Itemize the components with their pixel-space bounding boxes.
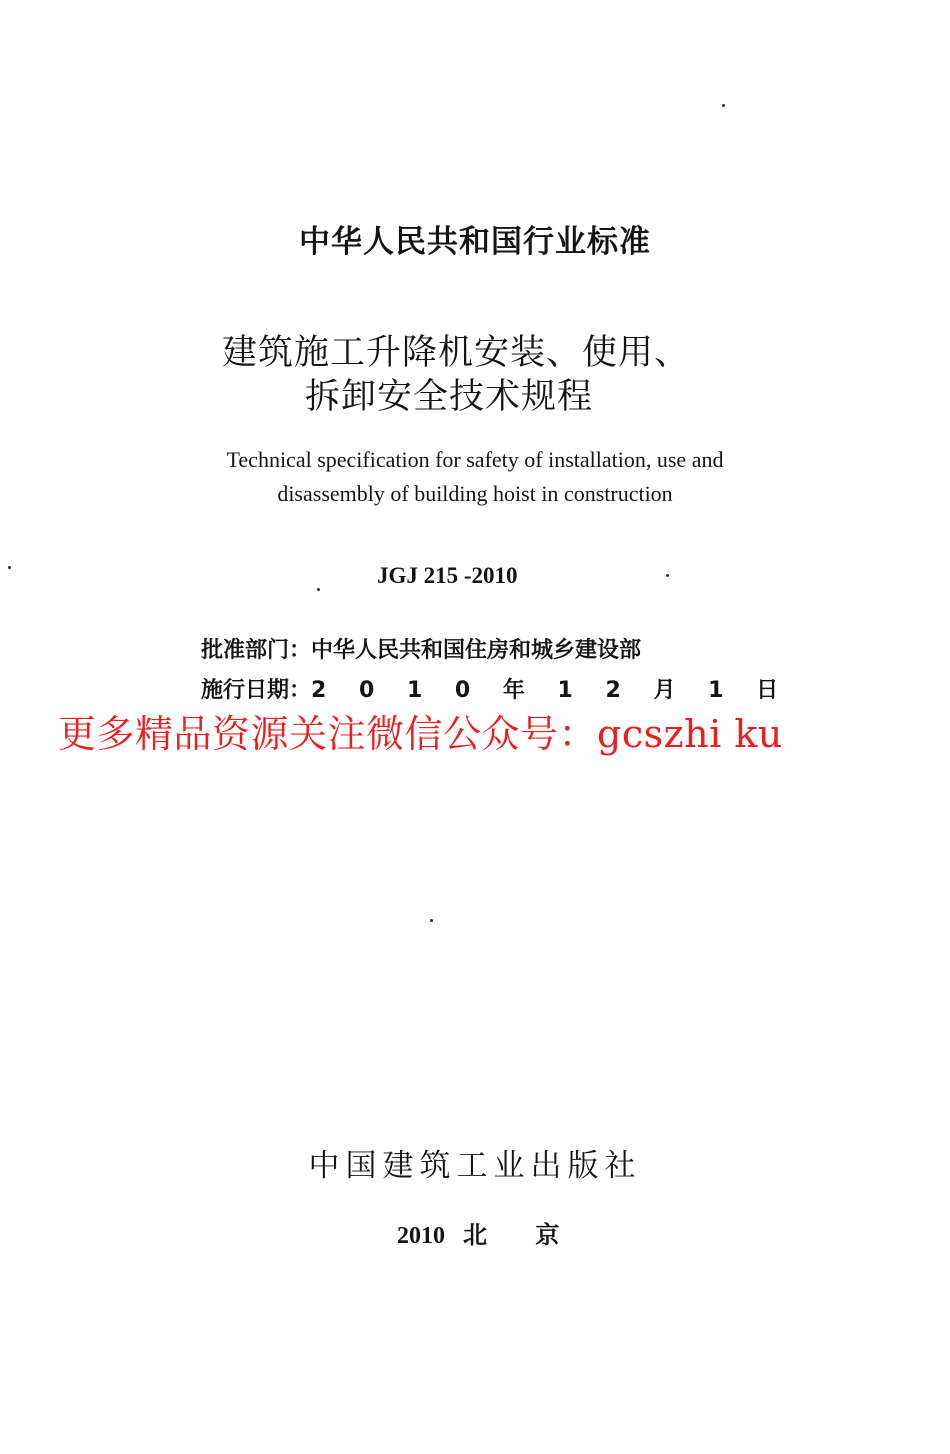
publication-year: 2010 [397,1223,445,1249]
approval-label: 批准部门： [201,638,312,663]
title-cn-line1: 建筑施工升降机安装、使用、 [222,333,691,373]
watermark-text: 更多精品资源关注微信公众号：gcszhi ku [58,712,783,756]
title-en-line2: disassembly of building hoist in construction [277,481,673,506]
publisher: 中国建筑工业出版社 [308,1148,642,1184]
scan-speck [666,574,669,577]
scan-speck [722,104,725,107]
scan-speck [430,919,433,922]
title-cn-line2: 拆卸安全技术规程 [305,377,594,417]
standard-code: JGJ 215 -2010 [377,563,518,588]
effective-value: 2 0 1 0 年 1 2 月 1 日 [311,678,791,703]
scan-speck [317,588,320,591]
publication-city: 北 京 [463,1221,580,1249]
approval-row [201,633,641,664]
effective-label: 施行日期： [201,678,312,703]
effective-date-row [201,673,791,704]
title-en-line1: Technical specification for safety of installation, use and [226,447,724,472]
scan-speck [8,566,11,569]
standard-category: 中华人民共和国行业标准 [299,224,651,260]
approval-value: 中华人民共和国住房和城乡建设部 [311,638,642,663]
publication-place [397,1215,579,1250]
